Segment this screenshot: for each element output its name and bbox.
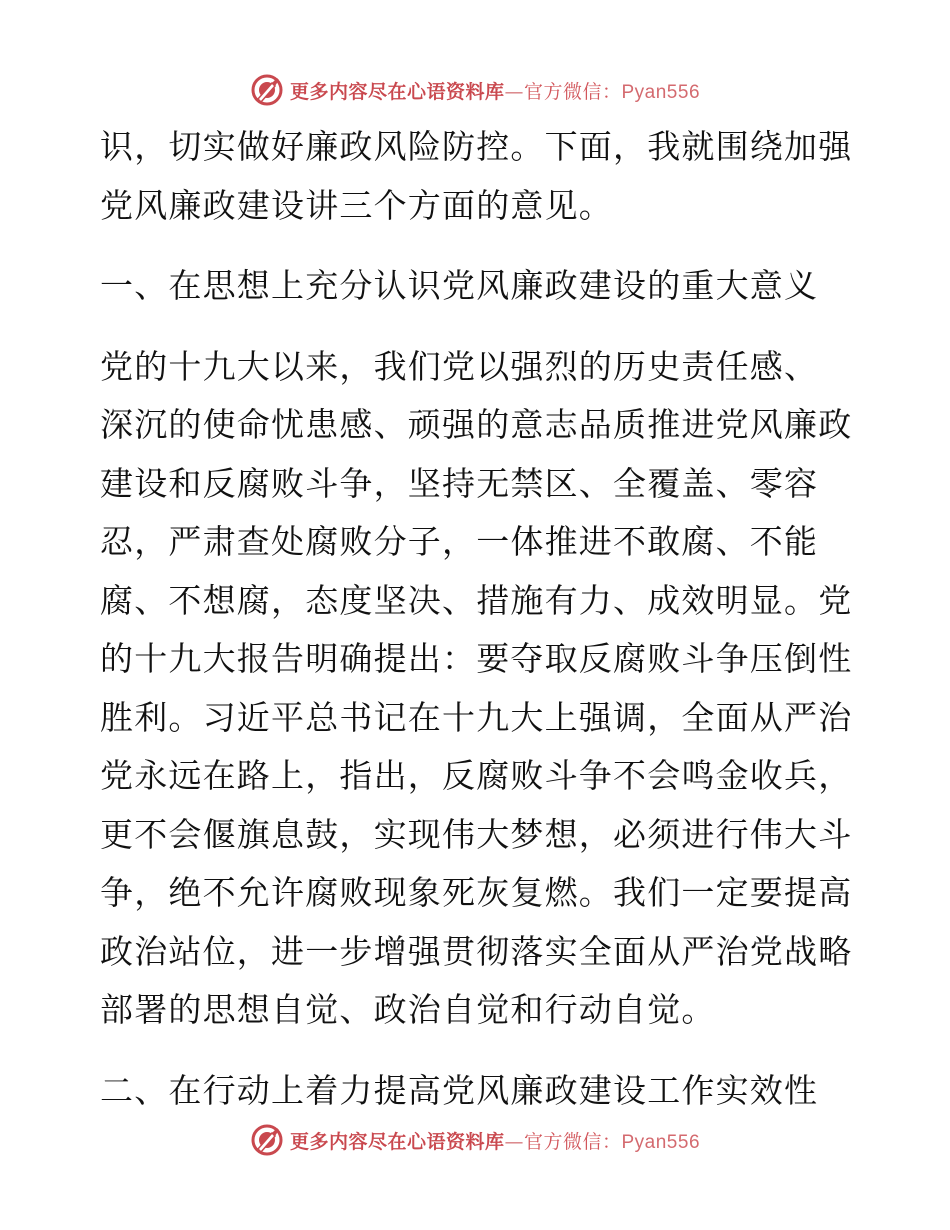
text-line: 的十九大报告明确提出：要夺取反腐败斗争压倒性 [100, 639, 853, 678]
pen-logo-icon [250, 73, 284, 107]
text-line: 深沉的使命忧患感、顽强的意志品质推进党风廉政 [100, 405, 853, 444]
heading-line: 二、在行动上着力提高党风廉政建设工作实效性 [100, 1070, 819, 1110]
text-line: 政治站位，进一步增强贯彻落实全面从严治党战略 [100, 931, 853, 971]
text-line: 争，绝不允许腐败现象死灰复燃。我们一定要提高 [100, 873, 853, 912]
text-line: 识，切实做好廉政风险防控。下面，我就围绕加强 [100, 127, 853, 166]
watermark-wechat-label: 官方微信： [523, 1130, 622, 1153]
watermark-text [290, 1127, 700, 1154]
text-line: 部署的思想自觉、政治自觉和行动自觉。 [100, 990, 716, 1029]
paragraph-intro [100, 118, 860, 235]
watermark-text [290, 77, 700, 104]
text-line: 党的十九大以来，我们党以强烈的历史责任感、 [100, 346, 819, 386]
watermark-main: 更多内容尽在心语资料库 [289, 80, 505, 103]
watermark-wechat-label: 官方微信： [523, 80, 622, 103]
heading-line: 一、在思想上充分认识党风廉政建设的重大意义 [100, 266, 819, 305]
section-heading-1 [100, 257, 860, 316]
watermark-wechat-id: Pyan556 [621, 81, 701, 103]
watermark-wechat-id: Pyan556 [621, 1131, 701, 1153]
watermark-footer [0, 1120, 950, 1160]
text-line: 胜利。习近平总书记在十九大上强调，全面从严治 [100, 697, 853, 737]
text-line: 建设和反腐败斗争，坚持无禁区、全覆盖、零容 [100, 463, 819, 503]
watermark-separator: — [504, 1130, 524, 1153]
document-body [100, 118, 860, 1120]
text-line: 腐、不想腐，态度坚决、措施有力、成效明显。党 [100, 580, 853, 620]
text-line: 忍，严肃查处腐败分子，一体推进不敢腐、不能 [100, 522, 819, 561]
watermark-header [0, 70, 950, 110]
text-line: 党风廉政建设讲三个方面的意见。 [100, 185, 613, 225]
text-line: 党永远在路上，指出，反腐败斗争不会鸣金收兵， [100, 756, 853, 795]
paragraph-body [100, 338, 860, 1040]
pen-logo-icon [250, 1123, 284, 1157]
watermark-main: 更多内容尽在心语资料库 [289, 1130, 505, 1153]
text-line: 更不会偃旗息鼓，实现伟大梦想，必须进行伟大斗 [100, 814, 853, 854]
section-heading-2 [100, 1062, 860, 1121]
watermark-separator: — [504, 80, 524, 103]
